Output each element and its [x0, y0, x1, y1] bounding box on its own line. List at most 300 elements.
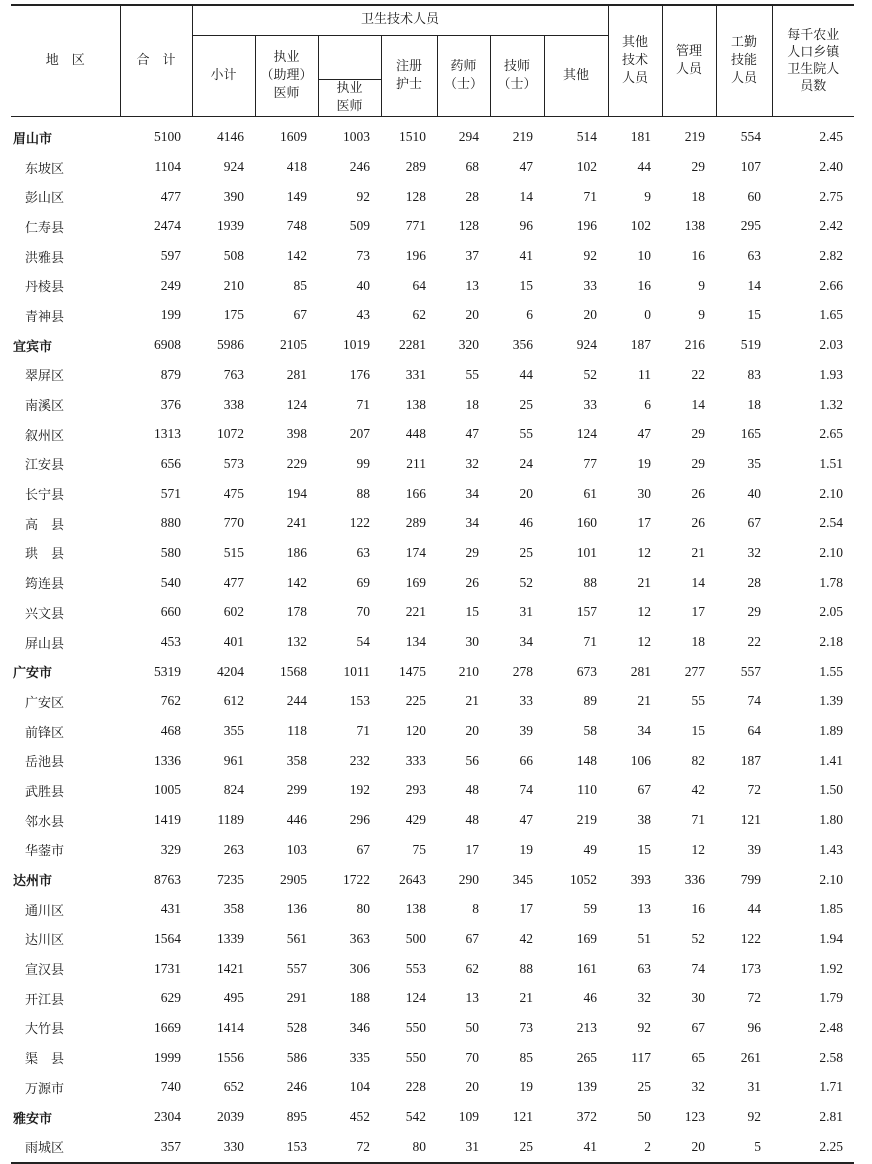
subtotal-cell: 210	[223, 277, 244, 293]
subtotal-cell: 924	[223, 159, 244, 175]
other-tech-cell: 32	[637, 990, 652, 1006]
other-cell: 124	[576, 426, 598, 442]
worker-cell: 63	[747, 248, 762, 264]
other-tech-cell: 12	[637, 604, 652, 620]
pharmacist-cell: 21	[465, 693, 479, 709]
practicing-assistant-physician-cell: 244	[286, 693, 307, 709]
worker-cell: 28	[747, 574, 762, 590]
technician-cell: 345	[512, 871, 533, 887]
per-thousand-cell: 2.40	[819, 159, 844, 175]
registered-nurse-cell: 429	[405, 812, 426, 828]
technician-cell: 278	[512, 663, 533, 679]
subtotal-cell: 1556	[217, 1049, 244, 1065]
practicing-assistant-physician-cell: 561	[286, 930, 307, 946]
other-tech-cell: 9	[644, 188, 652, 204]
district-row	[11, 212, 854, 242]
region-name: 武胜县	[25, 784, 65, 800]
technician-cell: 19	[519, 841, 533, 857]
other-tech-cell: 0	[644, 307, 652, 323]
management-cell: 29	[691, 159, 706, 175]
per-thousand-cell: 2.45	[819, 129, 844, 145]
header-other-tech: 其他 技术 人员	[608, 5, 662, 116]
other-cell: 52	[583, 366, 598, 382]
per-thousand-cell: 2.75	[819, 188, 844, 204]
region-name: 通川区	[25, 903, 65, 919]
city-row	[11, 865, 854, 895]
subtotal-cell: 612	[223, 693, 244, 709]
management-cell: 71	[691, 812, 706, 828]
management-cell: 9	[698, 307, 706, 323]
other-cell: 673	[576, 663, 598, 679]
other-cell: 265	[576, 1049, 598, 1065]
practicing-assistant-physician-cell: 85	[293, 277, 307, 293]
technician-cell: 85	[519, 1049, 533, 1065]
technician-cell: 66	[519, 752, 533, 768]
registered-nurse-cell: 550	[405, 1019, 426, 1035]
header-per-thousand: 每千农业 人口乡镇 卫生院人 员数	[772, 5, 854, 116]
total-cell: 629	[160, 990, 181, 1006]
subtotal-cell: 824	[223, 782, 244, 798]
other-cell: 196	[576, 218, 598, 234]
practicing-assistant-physician-cell: 586	[286, 1049, 307, 1065]
pharmacist-cell: 13	[465, 990, 479, 1006]
technician-cell: 33	[519, 693, 533, 709]
other-tech-cell: 15	[637, 841, 652, 857]
practicing-assistant-physician-cell: 446	[286, 812, 307, 828]
district-row	[11, 598, 854, 628]
other-tech-cell: 102	[630, 218, 652, 234]
management-cell: 29	[691, 426, 706, 442]
pharmacist-cell: 28	[465, 188, 479, 204]
region-name: 丹棱县	[25, 280, 65, 296]
table-header	[11, 5, 854, 116]
other-tech-cell: 117	[631, 1049, 652, 1065]
header-region: 地 区	[11, 5, 120, 116]
worker-cell: 121	[740, 812, 762, 828]
practicing-physician-cell: 176	[349, 366, 370, 382]
registered-nurse-cell: 80	[381, 1132, 437, 1163]
header-health-tech: 卫生技术人员	[192, 5, 608, 35]
header-pharmacist: 药师 （士）	[437, 35, 490, 116]
other-tech-cell: 19	[637, 455, 652, 471]
total-cell: 1564	[154, 930, 181, 946]
worker-cell: 32	[747, 544, 762, 560]
other-tech-cell: 13	[637, 901, 652, 917]
pharmacist-cell: 37	[465, 248, 479, 264]
pharmacist-cell: 50	[465, 1019, 479, 1035]
per-thousand-cell: 1.71	[819, 1079, 844, 1095]
management-cell: 9	[698, 277, 706, 293]
region-name: 长宁县	[25, 488, 65, 504]
other-cell: 89	[583, 693, 598, 709]
subtotal-cell: 330	[192, 1132, 255, 1163]
worker-cell: 83	[747, 366, 762, 382]
worker-cell: 92	[747, 1109, 762, 1125]
management-cell: 67	[691, 1019, 706, 1035]
subtotal-cell: 338	[223, 396, 244, 412]
district-row	[11, 449, 854, 479]
per-thousand-cell: 2.05	[819, 604, 844, 620]
pharmacist-cell: 290	[458, 871, 479, 887]
region-name: 翠屏区	[25, 369, 65, 385]
subtotal-cell: 355	[223, 723, 244, 739]
technician-cell: 31	[519, 604, 533, 620]
region-name: 前锋区	[25, 725, 65, 741]
technician-cell: 15	[519, 277, 533, 293]
subtotal-cell: 1939	[217, 218, 244, 234]
other-cell: 148	[576, 752, 598, 768]
other-cell: 71	[583, 188, 598, 204]
region-name: 东坡区	[25, 161, 65, 177]
other-tech-cell: 393	[630, 871, 652, 887]
subtotal-cell: 358	[223, 901, 244, 917]
registered-nurse-cell: 75	[412, 841, 426, 857]
management-cell: 30	[691, 990, 706, 1006]
other-cell: 1052	[570, 871, 598, 887]
registered-nurse-cell: 138	[405, 901, 426, 917]
region-name: 南溪区	[25, 399, 65, 415]
total-cell: 249	[160, 277, 181, 293]
pharmacist-cell: 13	[465, 277, 479, 293]
total-cell: 740	[160, 1079, 181, 1095]
other-cell: 88	[583, 574, 598, 590]
pharmacist-cell: 20	[465, 307, 479, 323]
practicing-physician-cell: 40	[356, 277, 370, 293]
practicing-assistant-physician-cell: 557	[286, 960, 307, 976]
practicing-physician-cell: 232	[349, 752, 370, 768]
worker-cell: 74	[747, 693, 762, 709]
registered-nurse-cell: 293	[405, 782, 426, 798]
per-thousand-cell: 1.39	[819, 693, 844, 709]
management-cell: 14	[691, 574, 706, 590]
worker-cell: 67	[747, 515, 762, 531]
total-cell: 477	[160, 188, 181, 204]
practicing-physician-cell: 192	[349, 782, 370, 798]
worker-cell: 261	[740, 1049, 762, 1065]
region-name: 青神县	[25, 309, 65, 325]
management-cell: 15	[691, 723, 706, 739]
total-cell: 357	[120, 1132, 192, 1163]
practicing-assistant-physician-cell: 358	[286, 752, 307, 768]
registered-nurse-cell: 448	[405, 426, 426, 442]
management-cell: 32	[691, 1079, 706, 1095]
total-cell: 376	[160, 396, 181, 412]
technician-cell: 42	[519, 930, 533, 946]
total-cell: 5100	[154, 129, 181, 145]
total-cell: 8763	[154, 871, 181, 887]
pharmacist-cell: 56	[465, 752, 479, 768]
practicing-physician-cell: 67	[356, 841, 370, 857]
district-row	[11, 835, 854, 865]
district-row	[11, 182, 854, 212]
subtotal-cell: 7235	[217, 871, 244, 887]
other-tech-cell: 12	[637, 544, 652, 560]
other-tech-cell: 181	[630, 129, 652, 145]
worker-cell: 40	[747, 485, 762, 501]
registered-nurse-cell: 174	[405, 544, 426, 560]
worker-cell: 799	[740, 871, 762, 887]
worker-cell: 35	[747, 455, 762, 471]
registered-nurse-cell: 138	[405, 396, 426, 412]
region-name: 达州市	[13, 874, 53, 890]
district-row	[11, 983, 854, 1013]
practicing-assistant-physician-cell: 1609	[280, 129, 307, 145]
management-cell: 12	[691, 841, 706, 857]
pharmacist-cell: 68	[465, 159, 479, 175]
other-cell: 20	[583, 307, 598, 323]
other-tech-cell: 11	[638, 366, 652, 382]
worker-cell: 31	[747, 1079, 762, 1095]
subtotal-cell: 508	[223, 248, 244, 264]
practicing-assistant-physician-cell: 124	[286, 396, 307, 412]
management-cell: 22	[691, 366, 706, 382]
total-cell: 5319	[154, 663, 181, 679]
total-cell: 540	[160, 574, 181, 590]
district-row	[11, 568, 854, 598]
region-name: 渠 县	[25, 1052, 65, 1068]
registered-nurse-cell: 289	[405, 515, 426, 531]
other-tech-cell: 21	[637, 693, 652, 709]
header-management: 管理 人员	[662, 5, 716, 116]
total-cell: 453	[160, 634, 181, 650]
other-tech-cell: 44	[637, 159, 652, 175]
other-cell: 59	[583, 901, 598, 917]
region-name: 宣汉县	[25, 963, 65, 979]
other-tech-cell: 34	[637, 723, 652, 739]
management-cell: 16	[691, 901, 706, 917]
subtotal-cell: 175	[223, 307, 244, 323]
district-row	[11, 894, 854, 924]
region-name: 开江县	[25, 992, 65, 1008]
practicing-physician-cell: 104	[349, 1079, 370, 1095]
other-cell: 46	[583, 990, 598, 1006]
per-thousand-cell: 1.32	[819, 396, 844, 412]
pharmacist-cell: 32	[465, 455, 479, 471]
registered-nurse-cell: 553	[405, 960, 426, 976]
other-tech-cell: 16	[637, 277, 652, 293]
worker-cell: 18	[747, 396, 762, 412]
management-cell: 52	[691, 930, 706, 946]
other-cell: 102	[576, 159, 598, 175]
management-cell: 29	[691, 455, 706, 471]
other-tech-cell: 281	[630, 663, 652, 679]
region-name: 屏山县	[25, 636, 65, 652]
total-cell: 2304	[154, 1109, 181, 1125]
pharmacist-cell: 109	[458, 1109, 479, 1125]
other-tech-cell: 17	[637, 515, 652, 531]
total-cell: 879	[160, 366, 181, 382]
technician-cell: 25	[490, 1132, 544, 1163]
region-name: 洪雅县	[25, 250, 65, 266]
technician-cell: 121	[512, 1109, 533, 1125]
per-thousand-cell: 2.81	[819, 1109, 844, 1125]
worker-cell: 107	[740, 159, 762, 175]
practicing-assistant-physician-cell: 149	[286, 188, 307, 204]
practicing-physician-cell: 73	[356, 248, 370, 264]
total-cell: 571	[160, 485, 181, 501]
per-thousand-cell: 2.03	[819, 337, 844, 353]
region-name: 彭山区	[25, 191, 65, 207]
worker-cell: 554	[740, 129, 762, 145]
per-thousand-cell: 1.80	[819, 812, 844, 828]
registered-nurse-cell: 228	[405, 1079, 426, 1095]
technician-cell: 25	[519, 544, 533, 560]
region-name: 万源市	[25, 1081, 65, 1097]
pharmacist-cell: 20	[465, 723, 479, 739]
region-name: 达川区	[25, 933, 65, 949]
pharmacist-cell: 62	[465, 960, 479, 976]
other-tech-cell: 6	[644, 396, 652, 412]
per-thousand-cell: 1.85	[819, 901, 844, 917]
per-thousand-cell: 2.82	[819, 248, 844, 264]
district-row	[11, 390, 854, 420]
subtotal-cell: 263	[223, 841, 244, 857]
registered-nurse-cell: 134	[405, 634, 426, 650]
subtotal-cell: 475	[223, 485, 244, 501]
per-thousand-cell: 1.65	[819, 307, 844, 323]
practicing-assistant-physician-cell: 246	[286, 1079, 307, 1095]
pharmacist-cell: 48	[465, 812, 479, 828]
practicing-physician-cell: 246	[349, 159, 370, 175]
pharmacist-cell: 30	[465, 634, 479, 650]
registered-nurse-cell: 500	[405, 930, 426, 946]
worker-cell: 122	[740, 930, 762, 946]
per-thousand-cell: 2.42	[819, 218, 844, 234]
per-thousand-cell: 2.10	[819, 544, 844, 560]
region-name: 高 县	[25, 517, 65, 533]
other-cell: 101	[576, 544, 598, 560]
practicing-physician-cell: 296	[349, 812, 370, 828]
pharmacist-cell: 55	[465, 366, 479, 382]
technician-cell: 24	[519, 455, 533, 471]
district-row	[11, 746, 854, 776]
pharmacist-cell: 34	[465, 485, 479, 501]
practicing-assistant-physician-cell: 398	[286, 426, 307, 442]
region-name: 宜宾市	[13, 339, 53, 355]
practicing-physician-cell: 69	[356, 574, 370, 590]
other-cell: 161	[576, 960, 598, 976]
pharmacist-cell: 29	[465, 544, 479, 560]
total-cell: 762	[160, 693, 181, 709]
other-cell: 514	[576, 129, 598, 145]
practicing-assistant-physician-cell: 153	[255, 1132, 318, 1163]
subtotal-cell: 4204	[217, 663, 244, 679]
total-cell: 1313	[154, 426, 181, 442]
other-cell: 160	[576, 515, 598, 531]
total-cell: 1999	[154, 1049, 181, 1065]
management-cell: 18	[691, 188, 706, 204]
registered-nurse-cell: 166	[405, 485, 426, 501]
practicing-assistant-physician-cell: 67	[293, 307, 307, 323]
total-cell: 2474	[154, 218, 181, 234]
practicing-assistant-physician-cell: 299	[286, 782, 307, 798]
header-subtotal: 小计	[192, 35, 255, 116]
worker-cell: 173	[740, 960, 762, 976]
other-tech-cell: 10	[637, 248, 652, 264]
management-cell: 14	[691, 396, 706, 412]
practicing-physician-cell: 1019	[343, 337, 370, 353]
technician-cell: 219	[512, 129, 533, 145]
total-cell: 660	[160, 604, 181, 620]
pharmacist-cell: 31	[437, 1132, 490, 1163]
subtotal-cell: 961	[223, 752, 244, 768]
worker-cell: 187	[740, 752, 762, 768]
worker-cell: 60	[747, 188, 762, 204]
pharmacist-cell: 128	[458, 218, 479, 234]
registered-nurse-cell: 196	[405, 248, 426, 264]
city-row	[11, 1102, 854, 1132]
practicing-assistant-physician-cell: 281	[286, 366, 307, 382]
total-cell: 656	[160, 455, 181, 471]
practicing-physician-cell: 71	[356, 723, 370, 739]
technician-cell: 52	[519, 574, 533, 590]
subtotal-cell: 763	[223, 366, 244, 382]
per-thousand-cell: 2.25	[772, 1132, 854, 1163]
region-name: 筠连县	[25, 577, 65, 593]
technician-cell: 73	[519, 1019, 533, 1035]
district-row	[11, 1013, 854, 1043]
district-row	[11, 924, 854, 954]
table-body	[11, 116, 854, 1163]
other-cell: 61	[583, 485, 598, 501]
per-thousand-cell: 1.89	[819, 723, 844, 739]
district-row	[11, 419, 854, 449]
technician-cell: 356	[512, 337, 533, 353]
district-row	[11, 538, 854, 568]
practicing-physician-cell: 122	[349, 515, 370, 531]
subtotal-cell: 1189	[217, 812, 244, 828]
other-tech-cell: 2	[608, 1132, 662, 1163]
practicing-assistant-physician-cell: 132	[286, 634, 307, 650]
region-name: 雅安市	[13, 1111, 53, 1127]
subtotal-cell: 477	[223, 574, 244, 590]
practicing-assistant-physician-cell: 241	[286, 515, 307, 531]
practicing-physician-cell: 80	[356, 901, 370, 917]
total-cell: 329	[160, 841, 181, 857]
subtotal-cell: 1339	[217, 930, 244, 946]
header-physician-spacer	[318, 35, 381, 79]
management-cell: 17	[691, 604, 706, 620]
district-row	[11, 1043, 854, 1073]
district-row	[11, 152, 854, 182]
practicing-assistant-physician-cell: 142	[286, 574, 307, 590]
worker-cell: 72	[747, 990, 762, 1006]
worker-cell: 165	[740, 426, 762, 442]
other-cell: 110	[577, 782, 598, 798]
registered-nurse-cell: 64	[412, 277, 426, 293]
other-tech-cell: 47	[637, 426, 652, 442]
other-cell: 924	[576, 337, 598, 353]
header-technician: 技师 （士）	[490, 35, 544, 116]
pharmacist-cell: 8	[472, 901, 479, 917]
per-thousand-cell: 1.50	[819, 782, 844, 798]
total-cell: 468	[160, 723, 181, 739]
subtotal-cell: 4146	[217, 129, 244, 145]
registered-nurse-cell: 211	[406, 455, 426, 471]
registered-nurse-cell: 169	[405, 574, 426, 590]
practicing-physician-cell: 88	[356, 485, 370, 501]
health-personnel-table	[11, 4, 854, 1164]
per-thousand-cell: 2.10	[819, 485, 844, 501]
subtotal-cell: 515	[223, 544, 244, 560]
management-cell: 277	[684, 663, 706, 679]
practicing-physician-cell: 72	[318, 1132, 381, 1163]
region-name: 仁寿县	[25, 220, 65, 236]
technician-cell: 88	[519, 960, 533, 976]
technician-cell: 25	[519, 396, 533, 412]
worker-cell: 5	[716, 1132, 772, 1163]
total-cell: 1005	[154, 782, 181, 798]
